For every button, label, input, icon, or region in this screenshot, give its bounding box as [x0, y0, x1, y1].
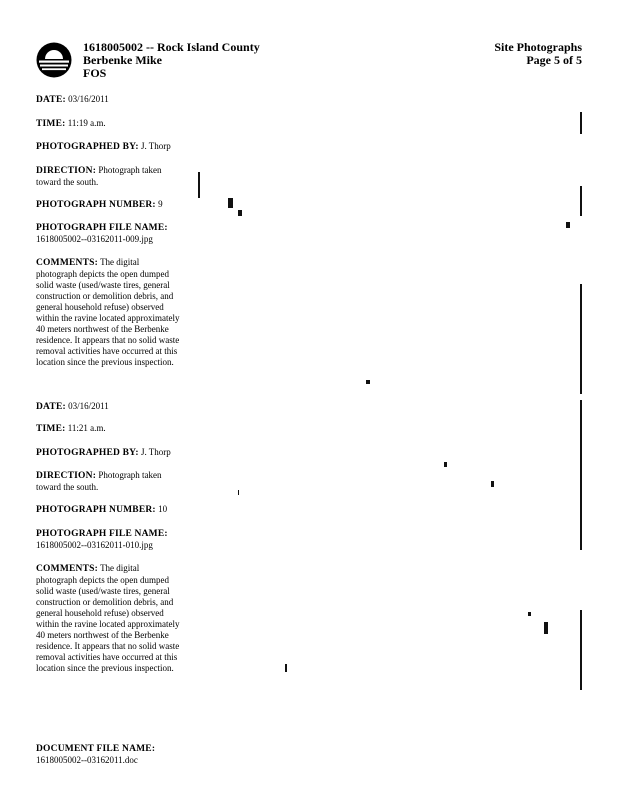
header-owner: Berbenke Mike: [83, 53, 162, 67]
document-file-value: 1618005002--03162011.doc: [36, 755, 138, 765]
scan-speck: [238, 490, 239, 495]
photo9-date: [36, 94, 186, 106]
direction-label: DIRECTION:: [36, 471, 97, 481]
number-value: 9: [158, 199, 163, 209]
header-section-title: Site Photographs: [494, 40, 582, 54]
header-page-info: [494, 41, 582, 67]
time-value: 11:19 a.m.: [67, 118, 106, 128]
file-label: PHOTOGRAPH FILE NAME:: [36, 223, 168, 233]
comments-value: The digital photograph depicts the open dumped solid waste (used/waste tires, general construction or demolition debris, and general household refuse) observed within the ravine located approximately 40 meters northwest of the Berbenke residence. It appears that no solid waste removal activities have occurred at this location since the previous inspection.: [36, 563, 180, 673]
document-file: [36, 744, 186, 766]
file-value: 1618005002--03162011-010.jpg: [36, 540, 153, 550]
header-office: FOS: [83, 66, 107, 80]
direction-value: Photograph taken toward the south.: [36, 470, 162, 492]
time-label: TIME:: [36, 424, 66, 434]
photo9-number: [36, 199, 186, 211]
number-label: PHOTOGRAPH NUMBER:: [36, 505, 156, 515]
photo10-time: [36, 423, 186, 435]
scan-speck: [238, 210, 242, 216]
time-label: TIME:: [36, 119, 66, 129]
photographer-label: PHOTOGRAPHED BY:: [36, 448, 139, 458]
photo10-number: [36, 504, 186, 516]
direction-value: Photograph taken toward the south.: [36, 165, 162, 187]
date-label: DATE:: [36, 402, 66, 412]
comments-value: The digital photograph depicts the open dumped solid waste (used/waste tires, general construction or demolition debris, and general household refuse) observed within the ravine located approximately 40 meters northwest of the Berbenke residence. It appears that no solid waste removal activities have occurred at this location since the previous inspection.: [36, 257, 180, 367]
photographer-value: J. Thorp: [140, 447, 171, 457]
scan-speck: [580, 610, 582, 690]
photo10-file: [36, 529, 186, 551]
direction-label: DIRECTION:: [36, 166, 97, 176]
photo9-file: [36, 223, 186, 245]
photographer-value: J. Thorp: [140, 141, 171, 151]
file-label: PHOTOGRAPH FILE NAME:: [36, 529, 168, 539]
photo9-photographer: [36, 141, 186, 153]
scan-speck: [580, 400, 582, 550]
scan-speck: [528, 612, 531, 616]
number-label: PHOTOGRAPH NUMBER:: [36, 200, 156, 210]
photo10-date: [36, 401, 186, 413]
agency-logo-icon: [36, 42, 72, 78]
photo10-photographer: [36, 447, 186, 459]
date-value: 03/16/2011: [68, 401, 109, 411]
scan-speck: [544, 622, 548, 634]
scan-speck: [580, 284, 582, 394]
scan-speck: [285, 664, 287, 672]
comments-label: COMMENTS:: [36, 564, 98, 574]
scan-speck: [491, 481, 494, 487]
scan-speck: [580, 186, 582, 216]
photographer-label: PHOTOGRAPHED BY:: [36, 142, 139, 152]
photo9-direction: [36, 165, 182, 188]
date-value: 03/16/2011: [68, 94, 109, 104]
document-file-label: DOCUMENT FILE NAME:: [36, 744, 156, 754]
scan-speck: [366, 380, 370, 384]
header-site-id: 1618005002 -- Rock Island County: [83, 40, 260, 54]
header-site-info: [83, 41, 260, 80]
comments-label: COMMENTS:: [36, 258, 98, 268]
scan-speck: [566, 222, 570, 228]
photo9-time: [36, 118, 186, 130]
scan-speck: [228, 198, 233, 208]
scan-speck: [198, 172, 200, 198]
date-label: DATE:: [36, 95, 66, 105]
number-value: 10: [158, 504, 168, 514]
time-value: 11:21 a.m.: [67, 423, 106, 433]
file-value: 1618005002--03162011-009.jpg: [36, 234, 153, 244]
scan-speck: [580, 112, 582, 134]
header-page-number: Page 5 of 5: [526, 53, 582, 67]
photo9-comments: [36, 257, 182, 368]
scan-speck: [444, 462, 447, 467]
photo10-direction: [36, 470, 182, 493]
photo10-comments: [36, 563, 182, 674]
